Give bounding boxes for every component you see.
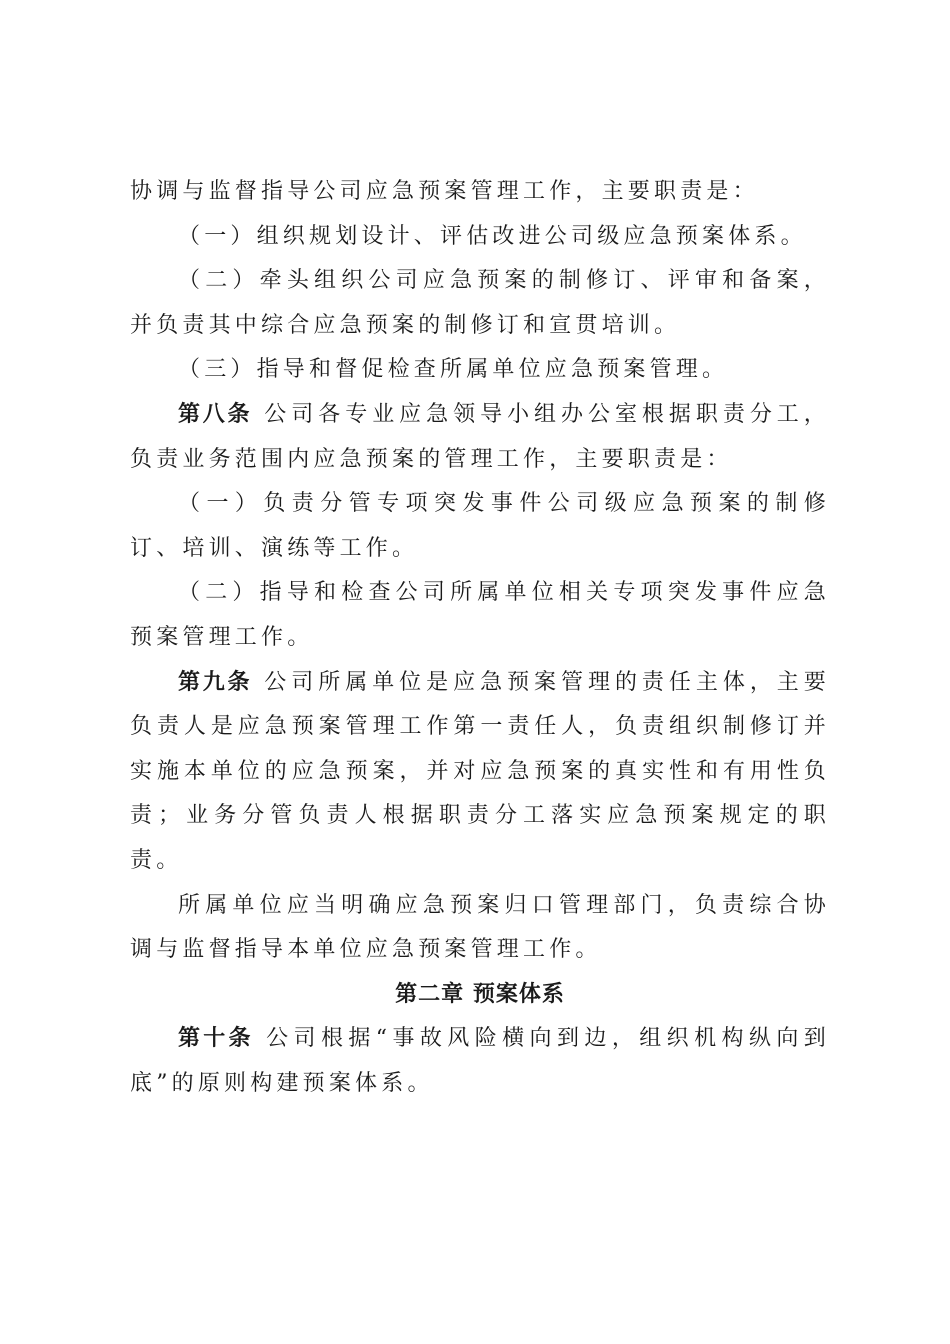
article-8 <box>130 393 830 482</box>
article-text: 公司各专业应急领导小组办公室根据职责分工，负责业务范围内应急预案的管理工作，主要职责是： <box>130 401 830 472</box>
list-item: （一）负责分管专项突发事件公司级应急预案的制修订、培训、演练等工作。 <box>130 491 830 561</box>
article-label: 第九条 <box>178 669 253 695</box>
paragraph: 协调与监督指导公司应急预案管理工作，主要职责是： <box>130 179 759 204</box>
article-9 <box>130 661 830 884</box>
document-body <box>130 170 830 1106</box>
article-text: 公司所属单位是应急预案管理的责任主体，主要负责人是应急预案管理工作第一责任人，负责组织制修订并实施本单位的应急预案，并对应急预案的真实性和有用性负责；业务分管负责人根据职责分工落实应急预案规定的职责。 <box>130 669 830 873</box>
article-text: 公司根据“事故风险横向到边，组织机构纵向到底”的原则构建预案体系。 <box>130 1026 830 1096</box>
chapter-heading: 第二章 预案体系 <box>395 981 565 1007</box>
list-item: （二）牵头组织公司应急预案的制修订、评审和备案，并负责其中综合应急预案的制修订和宣贯培训。 <box>130 268 830 338</box>
list-item: （一）组织规划设计、评估改进公司级应急预案体系。 <box>178 223 807 249</box>
article-label: 第八条 <box>178 401 253 427</box>
paragraph: 所属单位应当明确应急预案归口管理部门，负责综合协调与监督指导本单位应急预案管理工作。 <box>130 892 830 963</box>
list-item: （三）指导和督促检查所属单位应急预案管理。 <box>178 357 729 383</box>
list-item: （二）指导和检查公司所属单位相关专项突发事件应急预案管理工作。 <box>130 580 830 650</box>
article-10 <box>130 1017 830 1106</box>
article-label: 第十条 <box>178 1026 254 1052</box>
